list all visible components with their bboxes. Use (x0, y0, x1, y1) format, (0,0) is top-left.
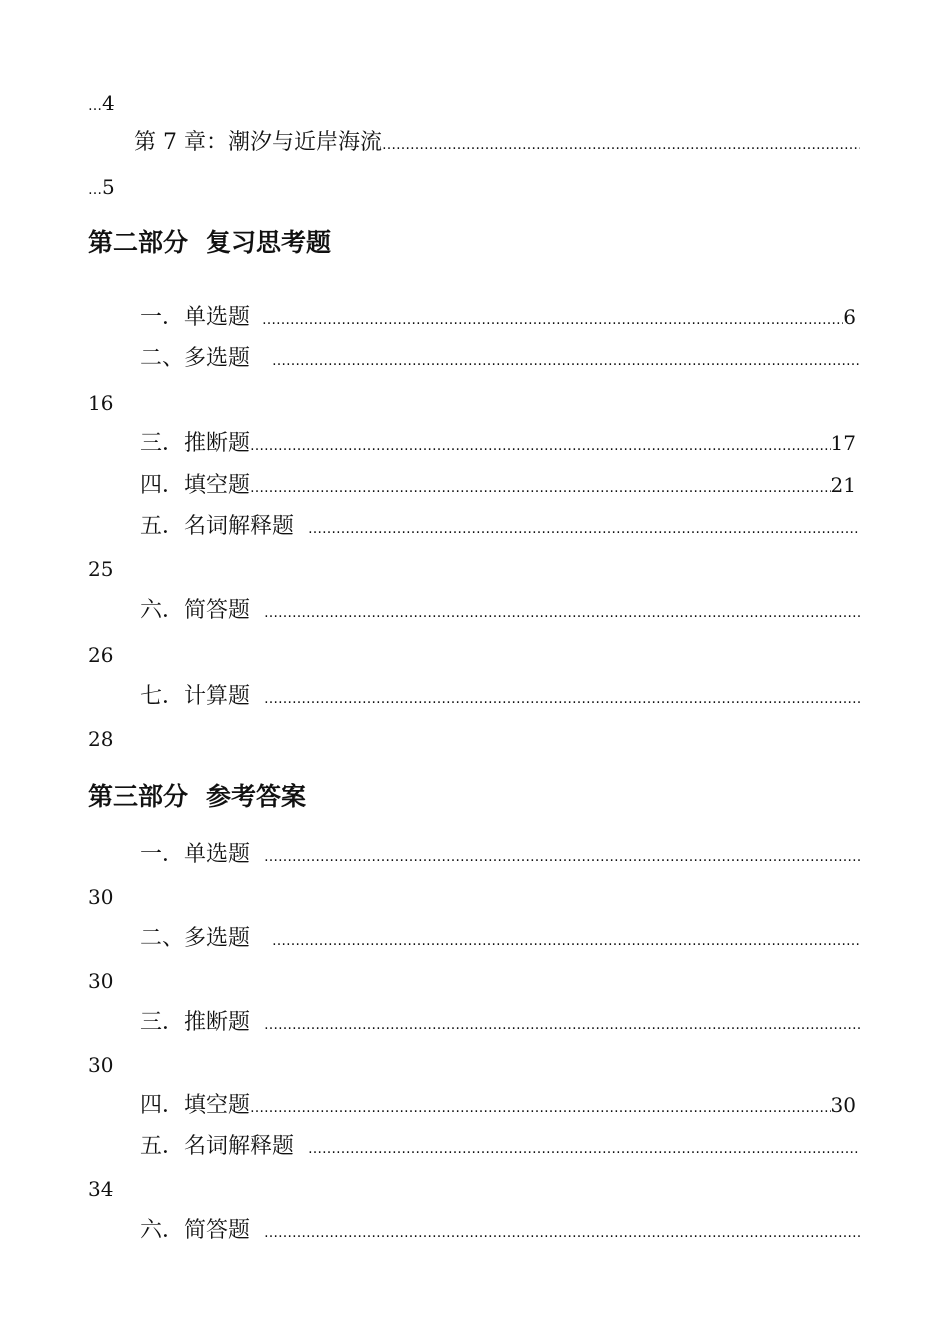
toc-entry-label: 二、多选题 (140, 346, 251, 371)
dot-leader (382, 130, 860, 160)
page-number: 16 (88, 391, 114, 415)
section-number: 第二部分 (88, 228, 189, 257)
page-number: 34 (88, 1177, 114, 1201)
toc-entry-label: 三．推断题 (140, 431, 251, 456)
page-number: 28 (88, 727, 114, 751)
toc-entry-label: 四．填空题 (140, 473, 251, 498)
dot-leader (250, 431, 831, 461)
page-number: 30 (88, 1053, 114, 1077)
page-number: 30 (830, 1093, 856, 1117)
toc-entry[interactable] (140, 840, 860, 870)
dot-leader (308, 1134, 860, 1164)
dot-leader (308, 514, 860, 544)
toc-entry[interactable] (140, 1132, 860, 1162)
toc-entry-label: 六．简答题 (140, 1218, 251, 1243)
dot-leader (264, 842, 860, 872)
page-number: 26 (88, 643, 114, 667)
dot-leader (264, 1218, 860, 1248)
toc-entry-label: 五．名词解释题 (140, 514, 295, 539)
toc-entry[interactable] (140, 1008, 860, 1038)
toc-entry[interactable] (140, 428, 856, 458)
dot-leader: … (88, 98, 102, 114)
dot-leader (264, 684, 860, 714)
toc-entry-label: 三．推断题 (140, 1010, 251, 1035)
page-number: 4 (102, 91, 115, 115)
dot-leader (250, 473, 831, 503)
toc-continuation-line (88, 172, 115, 202)
toc-entry-label: 一．单选题 (140, 842, 251, 867)
toc-entry[interactable] (140, 682, 860, 712)
toc-entry[interactable] (140, 924, 860, 954)
section-heading-part-2 (88, 226, 331, 260)
page-number: 6 (843, 305, 856, 329)
toc-entry[interactable] (140, 302, 856, 332)
toc-entry-label: 二、多选题 (140, 926, 251, 951)
dot-leader (264, 1010, 860, 1040)
section-title: 复习思考题 (206, 228, 332, 257)
dot-leader (250, 1093, 831, 1123)
page-number: 21 (830, 473, 856, 497)
dot-leader: … (88, 182, 102, 198)
page-number: 25 (88, 557, 114, 581)
toc-entry-chapter-7[interactable] (134, 128, 860, 158)
page-number: 30 (88, 969, 114, 993)
toc-entry[interactable] (140, 596, 860, 626)
page-number: 17 (830, 431, 856, 455)
toc-entry[interactable] (140, 1090, 856, 1120)
toc-entry[interactable] (140, 344, 860, 374)
page-number: 30 (88, 885, 114, 909)
dot-leader (264, 598, 860, 628)
section-number: 第三部分 (88, 782, 189, 811)
page-number: 5 (102, 175, 115, 199)
toc-entry-label: 四．填空题 (140, 1093, 251, 1118)
toc-entry-label: 一．单选题 (140, 305, 251, 330)
toc-continuation-line (88, 88, 115, 118)
section-heading-part-3 (88, 780, 306, 814)
dot-leader (272, 346, 860, 376)
toc-entry-label: 七．计算题 (140, 684, 251, 709)
toc-entry[interactable] (140, 470, 856, 500)
section-title: 参考答案 (206, 782, 307, 811)
toc-entry-label: 第 7 章：潮汐与近岸海流 (134, 130, 382, 155)
dot-leader (262, 305, 843, 335)
toc-entry[interactable] (140, 512, 860, 542)
toc-entry-label: 六．简答题 (140, 598, 251, 623)
toc-entry-label: 五．名词解释题 (140, 1134, 295, 1159)
dot-leader (272, 926, 860, 956)
toc-entry[interactable] (140, 1216, 860, 1246)
